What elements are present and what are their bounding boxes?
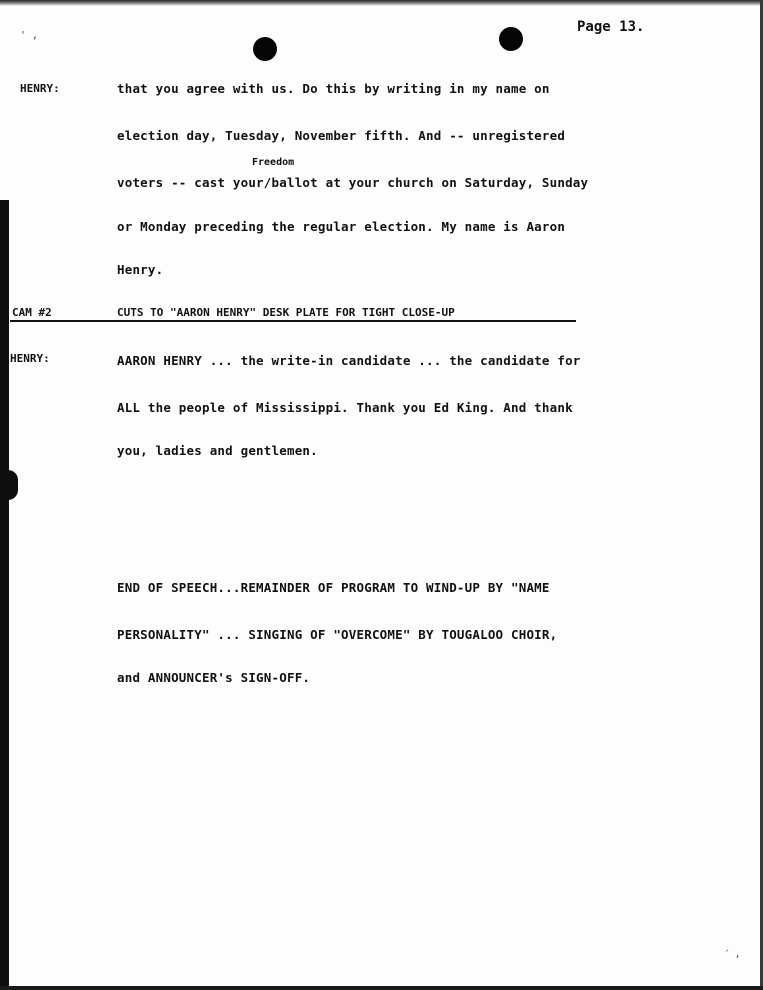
corner-specks: ´ , xyxy=(724,950,741,960)
stage-note-line: and ANNOUNCER's SIGN-OFF. xyxy=(117,670,311,685)
speaker-label: HENRY: xyxy=(10,352,50,365)
stage-note-line: END OF SPEECH...REMAINDER OF PROGRAM TO WIND-UP BY "NAME xyxy=(117,580,550,595)
speaker-label: HENRY: xyxy=(20,82,60,95)
camera-cue-underline xyxy=(10,320,576,322)
camera-cue-label: CAM #2 xyxy=(12,306,52,319)
script-line: Henry. xyxy=(117,262,164,277)
scan-left-edge xyxy=(0,200,9,990)
script-line: you, ladies and gentlemen. xyxy=(117,443,318,458)
script-line: voters -- cast your/ballot at your church on Saturday, Sunday xyxy=(117,175,589,190)
script-line: ALL the people of Mississippi. Thank you Ed King. And thank xyxy=(117,400,573,415)
margin-marks: ' , xyxy=(20,30,39,41)
scan-bottom-edge xyxy=(0,986,763,990)
scan-top-edge xyxy=(0,0,763,6)
script-line: AARON HENRY ... the write-in candidate ... the candidate for xyxy=(117,353,581,368)
scan-left-edge-bulge xyxy=(0,470,18,500)
script-line: that you agree with us. Do this by writing in my name on xyxy=(117,81,550,96)
punch-hole xyxy=(499,27,523,51)
stage-note-line: PERSONALITY" ... SINGING OF "OVERCOME" BY TOUGALOO CHOIR, xyxy=(117,627,558,642)
script-line: or Monday preceding the regular election. My name is Aaron xyxy=(117,219,566,234)
page-number: Page 13. xyxy=(577,19,645,35)
camera-cue-instruction: CUTS TO "AARON HENRY" DESK PLATE FOR TIGHT CLOSE-UP xyxy=(117,306,455,319)
punch-hole xyxy=(253,37,277,61)
handwritten-insert: Freedom xyxy=(252,157,295,168)
script-line: election day, Tuesday, November fifth. And -- unregistered xyxy=(117,128,566,143)
